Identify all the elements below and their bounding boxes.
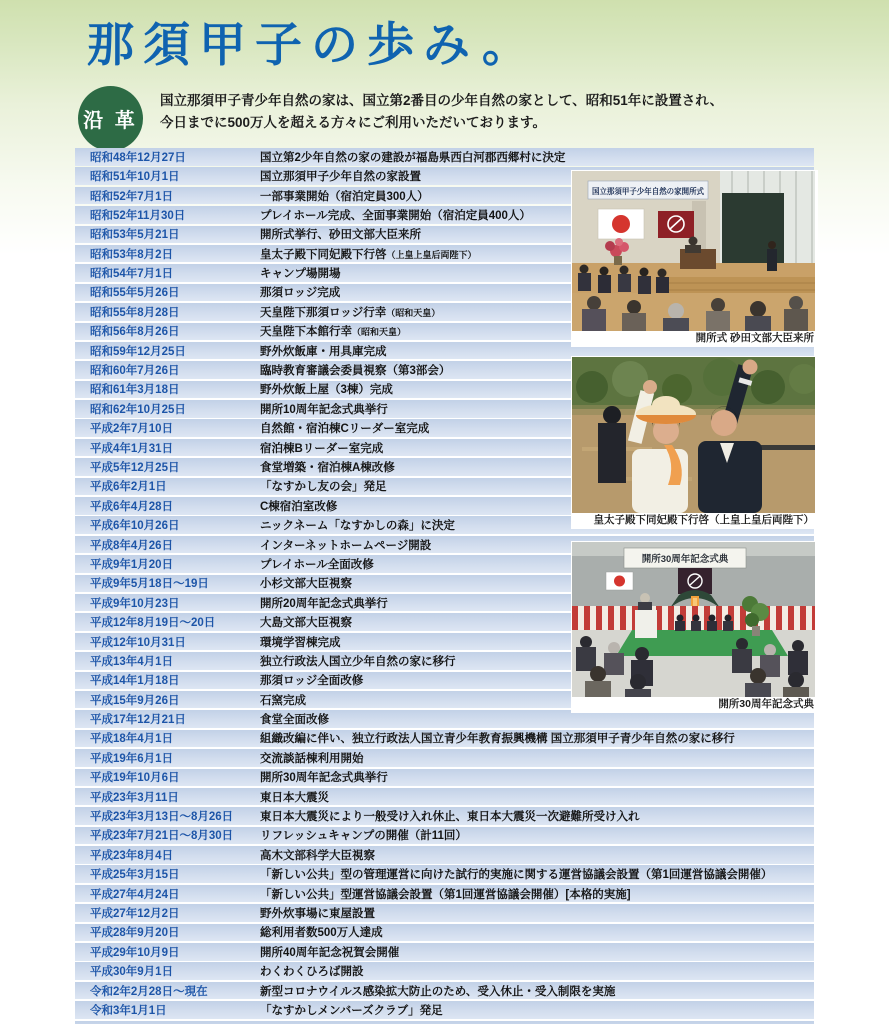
row-date: 昭和54年7月1日	[90, 268, 174, 281]
row-event: 開所20周年記念式典挙行	[260, 597, 388, 610]
intro-text	[160, 86, 723, 134]
row-date: 平成6年4月28日	[90, 500, 174, 513]
row-event: 国立那須甲子少年自然の家設置	[260, 171, 421, 184]
row-date: 平成19年10月6日	[90, 772, 180, 785]
anniversary-ceremony-photo-illustration	[572, 542, 815, 697]
row-date: 平成6年10月26日	[90, 520, 180, 533]
table-row	[75, 827, 814, 845]
row-date: 昭和56年8月26日	[90, 326, 180, 339]
photo-card-opening-ceremony	[571, 170, 818, 347]
row-date: 平成23年3月11日	[90, 791, 179, 804]
table-row	[75, 865, 814, 883]
row-date: 昭和55年5月26日	[90, 287, 180, 300]
table-row	[75, 982, 814, 1000]
table-row	[75, 749, 814, 767]
row-event: 高木文部科学大臣視察	[260, 849, 375, 862]
row-event: 交流談話棟利用開始	[260, 752, 364, 765]
table-row	[75, 904, 814, 922]
intro-section	[78, 86, 723, 151]
row-event: 天皇陛下那須ロッジ行幸（昭和天皇）	[260, 306, 441, 319]
row-date: 昭和53年8月2日	[90, 248, 174, 261]
row-event: 「新しい公共」型の管理運営に向けた試行的実施に関する運営協議会設置（第1回運営協議会開催）	[260, 869, 773, 882]
photo-caption: 開所式 砂田文部大臣来所	[695, 332, 814, 344]
japan-flag-icon	[606, 572, 633, 590]
table-row	[75, 730, 814, 748]
table-row	[75, 807, 814, 825]
photo-card-royal-visit	[571, 356, 818, 529]
row-event: 新型コロナウイルス感染拡大防止のため、受入休止・受入制限を実施	[260, 985, 616, 998]
row-date: 令和3年1月1日	[90, 1004, 167, 1017]
row-date: 平成12年8月19日～20日	[90, 617, 216, 630]
row-event: C棟宿泊室改修	[260, 500, 338, 513]
row-event: 臨時教育審議会委員視察（第3部会）	[260, 365, 451, 378]
row-date: 平成19年6月1日	[90, 752, 174, 765]
ceremony-banner-text: 国立那須甲子少年自然の家開所式	[592, 187, 712, 196]
row-event: 一部事業開始（宿泊定員300人）	[260, 190, 429, 203]
row-event: 自然館・宿泊棟Cリーダー室完成	[260, 423, 430, 436]
table-row-partial	[75, 1021, 814, 1024]
row-date: 平成23年3月13日～8月26日	[90, 811, 234, 824]
row-event: 「なすかし友の会」発足	[260, 481, 387, 494]
row-event: 大島文部大臣視察	[260, 617, 352, 630]
opening-ceremony-photo-illustration	[572, 171, 815, 331]
row-event: プレイホール完成、全面事業開始（宿泊定員400人）	[260, 209, 531, 222]
row-date: 平成8年4月26日	[90, 539, 174, 552]
row-event: 野外炊飯上屋（3棟）完成	[260, 384, 393, 397]
row-event: 東日本大震災	[260, 791, 329, 804]
row-event-note: （上皇上皇后両陛下）	[386, 249, 477, 260]
row-date: 昭和55年8月28日	[90, 306, 180, 319]
table-row	[75, 1001, 814, 1019]
anniversary-banner-text: 開所30周年記念式典	[641, 554, 729, 565]
row-date: 平成28年9月20日	[90, 927, 180, 940]
row-event: 食堂増築・宿泊棟A棟改修	[260, 462, 395, 474]
row-event: 那須ロッジ全面改修	[260, 675, 364, 688]
row-date: 平成9年1月20日	[90, 558, 174, 571]
row-date: 平成25年3月15日	[90, 869, 180, 882]
row-event: 組織改編に伴い、独立行政法人国立青少年教育振興機構 国立那須甲子青少年自然の家に移行	[260, 733, 735, 746]
row-date: 平成6年2月1日	[90, 481, 167, 494]
row-event: 宿泊棟Bリーダー室完成	[260, 442, 384, 455]
row-date: 平成5年12月25日	[90, 462, 180, 474]
row-date: 令和2年2月28日～現在	[90, 985, 208, 998]
row-event: 開所10周年記念式典挙行	[260, 403, 388, 416]
row-date: 平成9年5月18日～19日	[90, 578, 209, 591]
row-date: 平成30年9月1日	[90, 966, 174, 979]
table-row	[75, 943, 814, 961]
row-date: 昭和61年3月18日	[90, 384, 180, 397]
standing-speaker	[767, 241, 777, 271]
row-event: 東日本大震災により一般受け入れ休止、東日本大震災一次避難所受け入れ	[260, 811, 640, 824]
table-row	[75, 769, 814, 787]
table-row	[75, 788, 814, 806]
table-row	[75, 148, 814, 166]
row-date: 平成18年4月1日	[90, 733, 174, 746]
row-date: 昭和48年12月27日	[90, 151, 186, 164]
row-date: 昭和52年11月30日	[90, 209, 186, 222]
row-event: 那須ロッジ完成	[260, 287, 341, 300]
row-event: キャンプ場開場	[260, 268, 341, 281]
photo-caption: 皇太子殿下同妃殿下行啓（上皇上皇后両陛下）	[593, 514, 814, 526]
row-date: 平成29年10月9日	[90, 946, 180, 959]
row-date: 昭和62年10月25日	[90, 403, 186, 416]
row-date: 平成17年12月21日	[90, 714, 186, 727]
royal-visit-photo-illustration	[572, 357, 815, 513]
row-event-note: （昭和天皇）	[352, 327, 407, 338]
row-date: 昭和52年7月1日	[90, 190, 174, 203]
row-event: ニックネーム「なすかしの森」に決定	[260, 520, 455, 533]
row-date: 昭和60年7月26日	[90, 365, 180, 378]
row-event: 食堂全面改修	[260, 714, 329, 727]
row-date: 平成14年1月18日	[90, 675, 180, 688]
table-row	[75, 885, 814, 903]
page-title: 那須甲子の歩み。	[87, 18, 538, 71]
row-event: 総利用者数500万人達成	[260, 927, 383, 940]
photo-card-30th-anniversary	[571, 541, 818, 713]
row-event-note: （昭和天皇）	[386, 307, 441, 318]
row-date: 平成23年7月21日～8月30日	[90, 830, 234, 843]
photo-caption: 開所30周年記念式典	[718, 698, 814, 710]
row-event: 天皇陛下本館行幸（昭和天皇）	[260, 326, 407, 339]
row-event: 開所30周年記念式典挙行	[260, 772, 388, 785]
row-event: わくわくひろば開設	[260, 966, 364, 979]
table-row	[75, 924, 814, 942]
row-event: 独立行政法人国立少年自然の家に移行	[260, 655, 456, 668]
history-badge: 沿 革	[78, 86, 143, 151]
row-event: 環境学習棟完成	[260, 636, 341, 649]
row-date: 平成13年4月1日	[90, 655, 174, 668]
row-date: 平成27年4月24日	[90, 888, 180, 901]
row-date: 平成9年10月23日	[90, 597, 180, 610]
row-event: 小杉文部大臣視察	[260, 578, 352, 591]
row-date: 平成27年12月2日	[90, 907, 180, 920]
row-event: プレイホール全面改修	[260, 558, 374, 571]
row-date: 昭和51年10月1日	[90, 171, 180, 184]
row-event: 開所式挙行、砂田文部大臣来所	[260, 229, 421, 242]
row-event: 野外炊事場に東屋設置	[260, 907, 375, 920]
row-date: 平成4年1月31日	[90, 442, 174, 455]
row-date: 昭和53年5月21日	[90, 229, 180, 242]
row-event: 国立第2少年自然の家の建設が福島県西白河郡西郷村に決定	[260, 151, 566, 164]
row-date: 平成15年9月26日	[90, 694, 180, 707]
row-event: 野外炊飯庫・用具庫完成	[260, 345, 387, 358]
japan-flag-icon	[598, 209, 644, 239]
facility-emblem-icon	[658, 211, 694, 238]
intro-line-2: 今日までに500万人を超える方々にご利用いただいております。	[160, 115, 546, 130]
row-event: 「なすかしメンバーズクラブ」発足	[260, 1004, 443, 1017]
row-event: リフレッシュキャンプの開催（計11回）	[260, 830, 467, 843]
row-event: 皇太子殿下同妃殿下行啓（上皇上皇后両陛下）	[260, 248, 477, 261]
row-event: 「新しい公共」型運営協議会設置（第1回運営協議会開催）[本格的実施]	[260, 888, 631, 901]
row-event: インターネットホームページ開設	[260, 539, 432, 552]
intro-line-1: 国立那須甲子青少年自然の家は、国立第2番目の少年自然の家として、昭和51年に設置され、	[160, 93, 724, 108]
table-row	[75, 846, 814, 864]
row-event: 開所40周年記念祝賀会開催	[260, 946, 400, 959]
row-date: 昭和59年12月25日	[90, 345, 186, 358]
row-date: 平成23年8月4日	[90, 849, 174, 862]
row-event: 石窯完成	[260, 694, 306, 707]
row-date: 平成2年7月10日	[90, 423, 174, 436]
row-date: 平成12年10月31日	[90, 636, 186, 649]
table-row	[75, 962, 814, 980]
